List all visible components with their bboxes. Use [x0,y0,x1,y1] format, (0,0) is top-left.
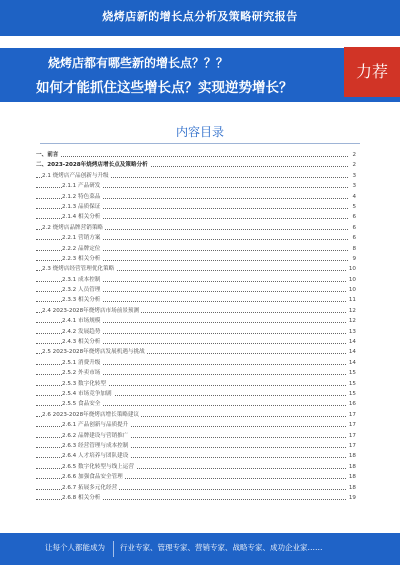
toc-entry-page: 16 [347,399,356,409]
toc-entry-title: 2.3.2 人员管理 [62,285,102,295]
toc-entry-page: 18 [347,483,356,493]
toc-entry-page: 14 [347,347,356,357]
toc-entry[interactable] [36,389,356,399]
toc-entry-page: 17 [347,420,356,430]
toc-entry-title: 二、2023-2028年烧烤店增长点及策略分析 [36,160,150,170]
toc-entry-page: 8 [350,244,356,254]
toc-entry[interactable] [36,254,356,264]
toc-entry-title: 2.6.3 经营管理与成本控制 [62,441,130,451]
toc-entry-title: 2.1 烧烤店产品创新与升级 [42,171,111,181]
toc-entry[interactable] [36,337,356,347]
toc-entry[interactable] [36,264,356,274]
toc-entry[interactable] [36,462,356,472]
toc-entry-page: 2 [350,160,356,170]
toc-entry-title: 2.6.8 相关分析 [62,493,102,503]
toc-entry-page: 10 [347,285,356,295]
toc-heading: 内容目录 [175,125,224,139]
toc-entry[interactable] [36,347,356,357]
toc-entry-title: 2.4.3 相关分析 [62,337,102,347]
toc-entry-title: 2.4.2 发展趋势 [62,327,102,337]
toc-entry-title: 2.3 烧烤店经营管理优化策略 [42,264,116,274]
toc-entry-page: 10 [347,264,356,274]
toc-entry-page: 6 [350,223,356,233]
toc-entry-title: 2.1.2 特色菜品 [62,192,102,202]
toc-entry[interactable] [36,327,356,337]
toc-entry-page: 11 [347,295,356,305]
toc-dot-leader [36,156,348,157]
toc-entry[interactable] [36,244,356,254]
toc-entry-page: 15 [347,379,356,389]
toc-entry-title: 2.5.1 消费升级 [62,358,102,368]
toc-entry[interactable] [36,483,356,493]
toc-entry[interactable] [36,223,356,233]
toc-entry[interactable] [36,316,356,326]
toc-entry[interactable] [36,399,356,409]
toc-entry[interactable] [36,368,356,378]
toc-entry-page: 12 [347,316,356,326]
toc-entry[interactable] [36,358,356,368]
toc-entry[interactable] [36,306,356,316]
toc-entry[interactable] [36,212,356,222]
toc-entry-page: 10 [347,275,356,285]
toc-entry[interactable] [36,171,356,181]
toc-entry-title: 2.3.1 成本控制 [62,275,102,285]
toc-entry-title: 2.6.5 数字化转型与线上运营 [62,462,136,472]
toc-entry-title: 2.4 2023-2028年烧烤店市场前景预测 [42,306,141,316]
report-title-bar [0,0,400,36]
toc-entry-title: 2.5.4 市场竞争加剧 [62,389,114,399]
toc-entry-page: 17 [347,441,356,451]
toc-entry[interactable] [36,493,356,503]
toc-entry-title: 2.5.2 外卖市场 [62,368,102,378]
toc-entry-page: 18 [347,451,356,461]
toc-entry-title: 2.4.1 市场规模 [62,316,102,326]
footer-bar [0,533,400,565]
toc-entry-title: 2.3.3 相关分析 [62,295,102,305]
toc-entry-title: 2.2.2 品牌定位 [62,244,102,254]
toc-entry-title: 2.2.1 营销方案 [62,233,102,243]
toc-entry[interactable] [36,275,356,285]
header-banner [0,48,400,102]
toc-entry-page: 15 [347,389,356,399]
toc-entry-page: 19 [347,493,356,503]
toc-entry-page: 17 [347,410,356,420]
toc-entry-page: 14 [347,358,356,368]
footer-slogan: 让每个人都能成为 [45,543,105,552]
toc-entry-page: 3 [350,181,356,191]
toc-entry[interactable] [36,285,356,295]
toc-entry[interactable] [36,202,356,212]
header-subquestion: 如何才能抓住这些增长点？实现逆势增长？ [36,80,293,96]
toc-entry-page: 4 [350,192,356,202]
toc-entry-title: 2.6.7 拓展多元化经营 [62,483,119,493]
toc-entry-page: 15 [347,368,356,378]
report-title: 烧烤店新的增长点分析及策略研究报告 [102,10,298,23]
toc-entry[interactable] [36,192,356,202]
toc-entry-title: 2.1.4 相关分析 [62,212,102,222]
toc-entry[interactable] [36,431,356,441]
toc-entry[interactable] [36,160,356,170]
badge-label: 力荐 [355,62,388,81]
toc-entry-title: 2.6.4 人才培养与团队建设 [62,451,130,461]
toc-entry-page: 5 [350,202,356,212]
toc-entry-page: 18 [347,462,356,472]
toc-entry[interactable] [36,451,356,461]
toc-entry-page: 17 [347,431,356,441]
toc-entry[interactable] [36,150,356,160]
toc-entry[interactable] [36,181,356,191]
header-question: 烧烤店都有哪些新的增长点？？？ [48,56,229,70]
toc-entry-page: 13 [347,327,356,337]
toc-entry-title: 2.1.3 品质保证 [62,202,102,212]
toc-entry-page: 18 [347,472,356,482]
toc-entry-page: 2 [350,150,356,160]
table-of-contents [36,150,356,503]
heading-divider [40,143,360,144]
toc-entry-page: 3 [350,171,356,181]
toc-entry-page: 12 [347,306,356,316]
toc-entry-title: 2.6.6 加强食品安全管理 [62,472,125,482]
toc-entry-title: 2.2 烧烤店品牌营销策略 [42,223,105,233]
toc-entry[interactable] [36,295,356,305]
toc-entry[interactable] [36,379,356,389]
toc-entry-title: 一、前言 [36,150,60,160]
toc-entry-page: 14 [347,337,356,347]
toc-entry-page: 6 [350,212,356,222]
toc-entry-page: 6 [350,233,356,243]
toc-entry-title: 2.5 2023-2028年烧烤店发展机遇与挑战 [42,347,147,357]
recommend-badge [344,47,400,97]
toc-entry-title: 2.2.3 相关分析 [62,254,102,264]
toc-entry-page: 9 [350,254,356,264]
toc-entry[interactable] [36,441,356,451]
toc-entry-title: 2.1.1 产品研发 [62,181,102,191]
toc-entry[interactable] [36,410,356,420]
toc-entry-title: 2.6.2 品牌建设与营销推广 [62,431,130,441]
toc-entry[interactable] [36,420,356,430]
footer-roles: 行业专家、管理专家、营销专家、战略专家、成功企业家…… [120,543,323,552]
toc-entry-title: 2.5.5 食品安全 [62,399,102,409]
toc-entry[interactable] [36,233,356,243]
toc-entry-title: 2.6.1 产品创新与品质提升 [62,420,130,430]
toc-entry-title: 2.5.3 数字化转型 [62,379,108,389]
toc-entry[interactable] [36,472,356,482]
footer-divider [113,541,114,557]
toc-entry-title: 2.6 2023-2028年烧烤店增长策略建议 [42,410,141,420]
